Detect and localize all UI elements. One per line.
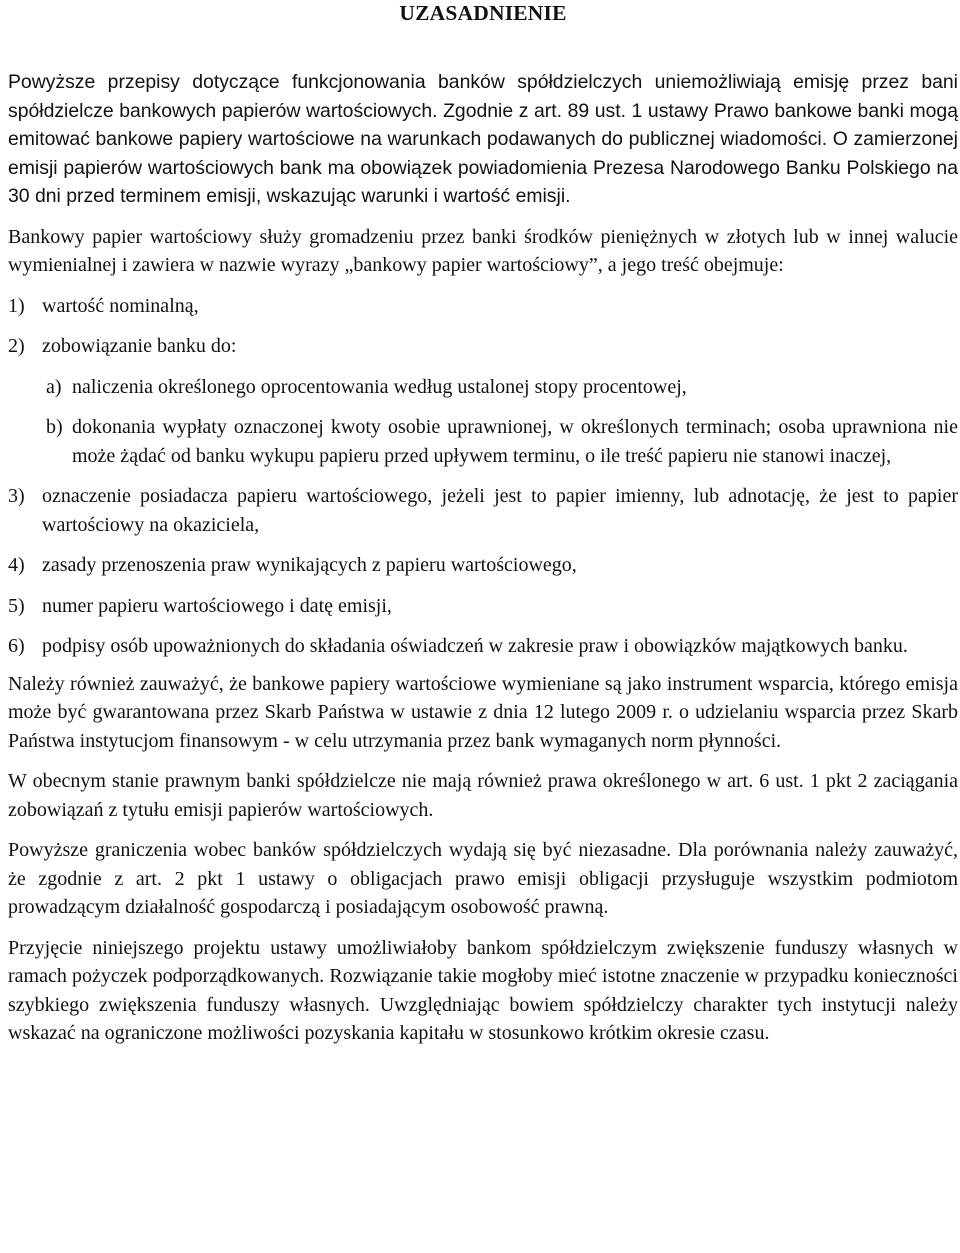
- sub-list-item: [46, 373, 958, 402]
- document-page: [8, 0, 958, 1048]
- list-item-number: 4): [8, 554, 25, 576]
- sub-list-label: b): [46, 416, 63, 438]
- paragraph-intro: Powyższe przepisy dotyczące funkcjonowania banków spółdzielczych uniemożliwiają emisję przez bani spółdzielcze bankowych papierów wartościowych. Zgodnie z art. 89 ust. 1 ustawy Prawo bankowe banki mogą emitować bankowe papiery wartościowe na warunkach podawanych do publicznej wiadomości. O zamierzonej emisji papierów wartościowych bank ma obowiązek powiadomienia Prezesa Narodowego Banku Polskiego na 30 dni przed terminem emisji, wskazując warunki i wartość emisji.: [8, 71, 958, 207]
- list-item-text: numer papieru wartościowego i datę emisji,: [42, 594, 392, 617]
- list-item-number: 2): [8, 335, 25, 357]
- list-item: [8, 632, 958, 661]
- paragraph-bank-security: Bankowy papier wartościowy służy gromadzeniu przez banki środków pieniężnych w złotych lub w innej walucie wymienialnej i zawiera w nazwie wyrazy „bankowy papier wartościowy”, a jego treść obejmuje:: [8, 225, 958, 276]
- list-item-number: 1): [8, 294, 25, 317]
- content-list: [8, 292, 958, 661]
- list-item: [8, 332, 958, 361]
- list-item: [8, 482, 958, 539]
- list-item: [8, 592, 958, 621]
- list-item-text: zobowiązanie banku do:: [42, 335, 237, 357]
- paragraph-current-law: W obecnym stanie prawnym banki spółdzielcze nie mają również prawa określonego w art. 6 ust. 1 pkt 2 zaciągania zobowiązań z tytułu emisji papierów wartościowych.: [8, 770, 958, 821]
- paragraph-restrictions: Powyższe graniczenia wobec banków spółdzielczych wydają się być niezasadne. Dla porównania należy zauważyć, że zgodnie z art. 2 pkt 1 ustawy o obligacjach prawo emisji obligacji przysługuje wszystkim podmiotom prowadzącym działalność gospodarczą i posiadającym osobowość prawną.: [8, 839, 958, 918]
- list-item-text: oznaczenie posiadacza papieru wartościowego, jeżeli jest to papier imienny, lub adnotację, że jest to papier wartościowy na okaziciela,: [42, 485, 958, 536]
- list-item-number: 3): [8, 485, 25, 507]
- list-item: [8, 551, 958, 580]
- list-item: [8, 292, 958, 321]
- sub-list-text: dokonania wypłaty oznaczonej kwoty osobie uprawnionej, w określonych terminach; osoba uprawniona nie może żądać od banku wykupu papieru przed upływem terminu, o ile treść papieru nie stanowi inaczej,: [72, 416, 958, 467]
- sub-list-label: a): [46, 375, 62, 398]
- list-item-text: zasady przenoszenia praw wynikających z papieru wartościowego,: [42, 554, 577, 576]
- paragraph-state-support: Należy również zauważyć, że bankowe papiery wartościowe wymieniane są jako instrument wsparcia, którego emisja może być gwarantowana przez Skarb Państwa w ustawie z dnia 12 lutego 2009 r. o udzielaniu wsparcia przez Skarb Państwa instytucjom finansowym - w celu utrzymania przez bank wymaganych norm płynności.: [8, 672, 958, 752]
- list-item-text: podpisy osób upoważnionych do składania oświadczeń w zakresie praw i obowiązków majątkowych banku.: [42, 635, 908, 657]
- list-item-number: 5): [8, 594, 25, 617]
- sub-list-text: naliczenia określonego oprocentowania według ustalonej stopy procentowej,: [72, 375, 687, 398]
- paragraph-adoption-benefits: Przyjęcie niniejszego projektu ustawy umożliwiałoby bankom spółdzielczym zwiększenie funduszy własnych w ramach pożyczek podporządkowanych. Rozwiązanie takie mogłoby mieć istotne znaczenie w przypadku konieczności szybkiego zwiększenia funduszy własnych. Uwzględniając bowiem spółdzielczy charakter tych instytucji należy wskazać na ograniczone możliwości pozyskania kapitału w stosunkowo krótkim okresie czasu.: [8, 936, 958, 1044]
- list-item-text: wartość nominalną,: [42, 294, 199, 317]
- sub-list-item: [46, 413, 958, 470]
- document-title: UZASADNIENIE: [399, 1, 567, 25]
- list-item-number: 6): [8, 635, 25, 657]
